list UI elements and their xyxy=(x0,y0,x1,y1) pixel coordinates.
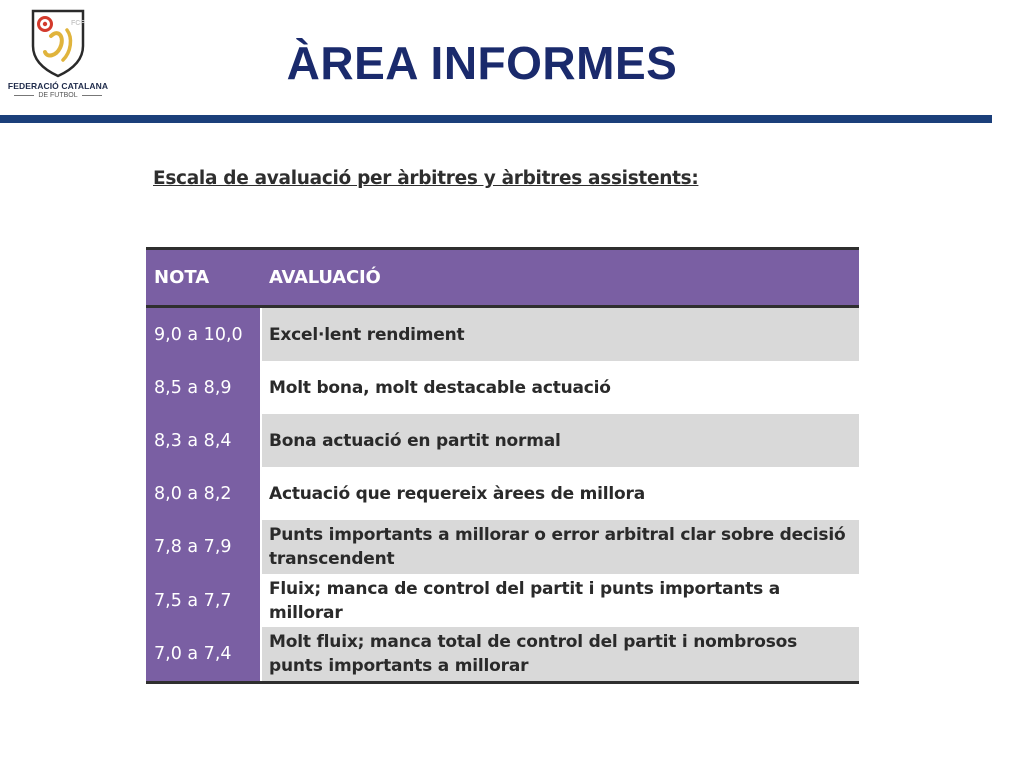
table-row xyxy=(146,520,859,574)
avaluacio-cell: Fluix; manca de control del partit i punts importants a millorar xyxy=(262,574,859,627)
avaluacio-cell: Molt fluix; manca total de control del partit i nombrosos punts importants a millorar xyxy=(262,627,859,681)
table-subtitle: Escala de avaluació per àrbitres y àrbitres assistents: xyxy=(153,168,699,189)
table-row xyxy=(146,574,859,627)
nota-cell: 8,3 a 8,4 xyxy=(146,414,262,467)
table-row xyxy=(146,414,859,467)
header-nota: NOTA xyxy=(146,250,262,305)
logo-line-left xyxy=(14,95,34,96)
avaluacio-cell: Molt bona, molt destacable actuació xyxy=(262,361,859,414)
table-row xyxy=(146,361,859,414)
avaluacio-cell: Bona actuació en partit normal xyxy=(262,414,859,467)
avaluacio-cell: Excel·lent rendiment xyxy=(262,308,859,361)
table-row xyxy=(146,308,859,361)
logo-federation-name: FEDERACIÓ CATALANA xyxy=(7,81,109,91)
logo-sub-text: DE FUTBOL xyxy=(38,92,78,99)
evaluation-scale-table xyxy=(146,247,859,684)
fcf-badge-text: FCF xyxy=(71,20,85,27)
header-rule xyxy=(0,115,992,123)
nota-cell: 7,8 a 7,9 xyxy=(146,520,262,574)
nota-cell: 8,5 a 8,9 xyxy=(146,361,262,414)
page-title: ÀREA INFORMES xyxy=(286,37,678,89)
table-row xyxy=(146,467,859,520)
avaluacio-cell: Actuació que requereix àrees de millora xyxy=(262,467,859,520)
nota-cell: 8,0 a 8,2 xyxy=(146,467,262,520)
avaluacio-cell: Punts importants a millorar o error arbitral clar sobre decisió transcendent xyxy=(262,520,859,574)
header-avaluacio: AVALUACIÓ xyxy=(262,250,859,305)
table-row xyxy=(146,627,859,681)
nota-cell: 7,0 a 7,4 xyxy=(146,627,262,681)
nota-cell: 7,5 a 7,7 xyxy=(146,574,262,627)
table-header-row xyxy=(146,250,859,308)
nota-cell: 9,0 a 10,0 xyxy=(146,308,262,361)
logo-federation-sub xyxy=(6,92,110,99)
logo-line-right xyxy=(82,95,102,96)
